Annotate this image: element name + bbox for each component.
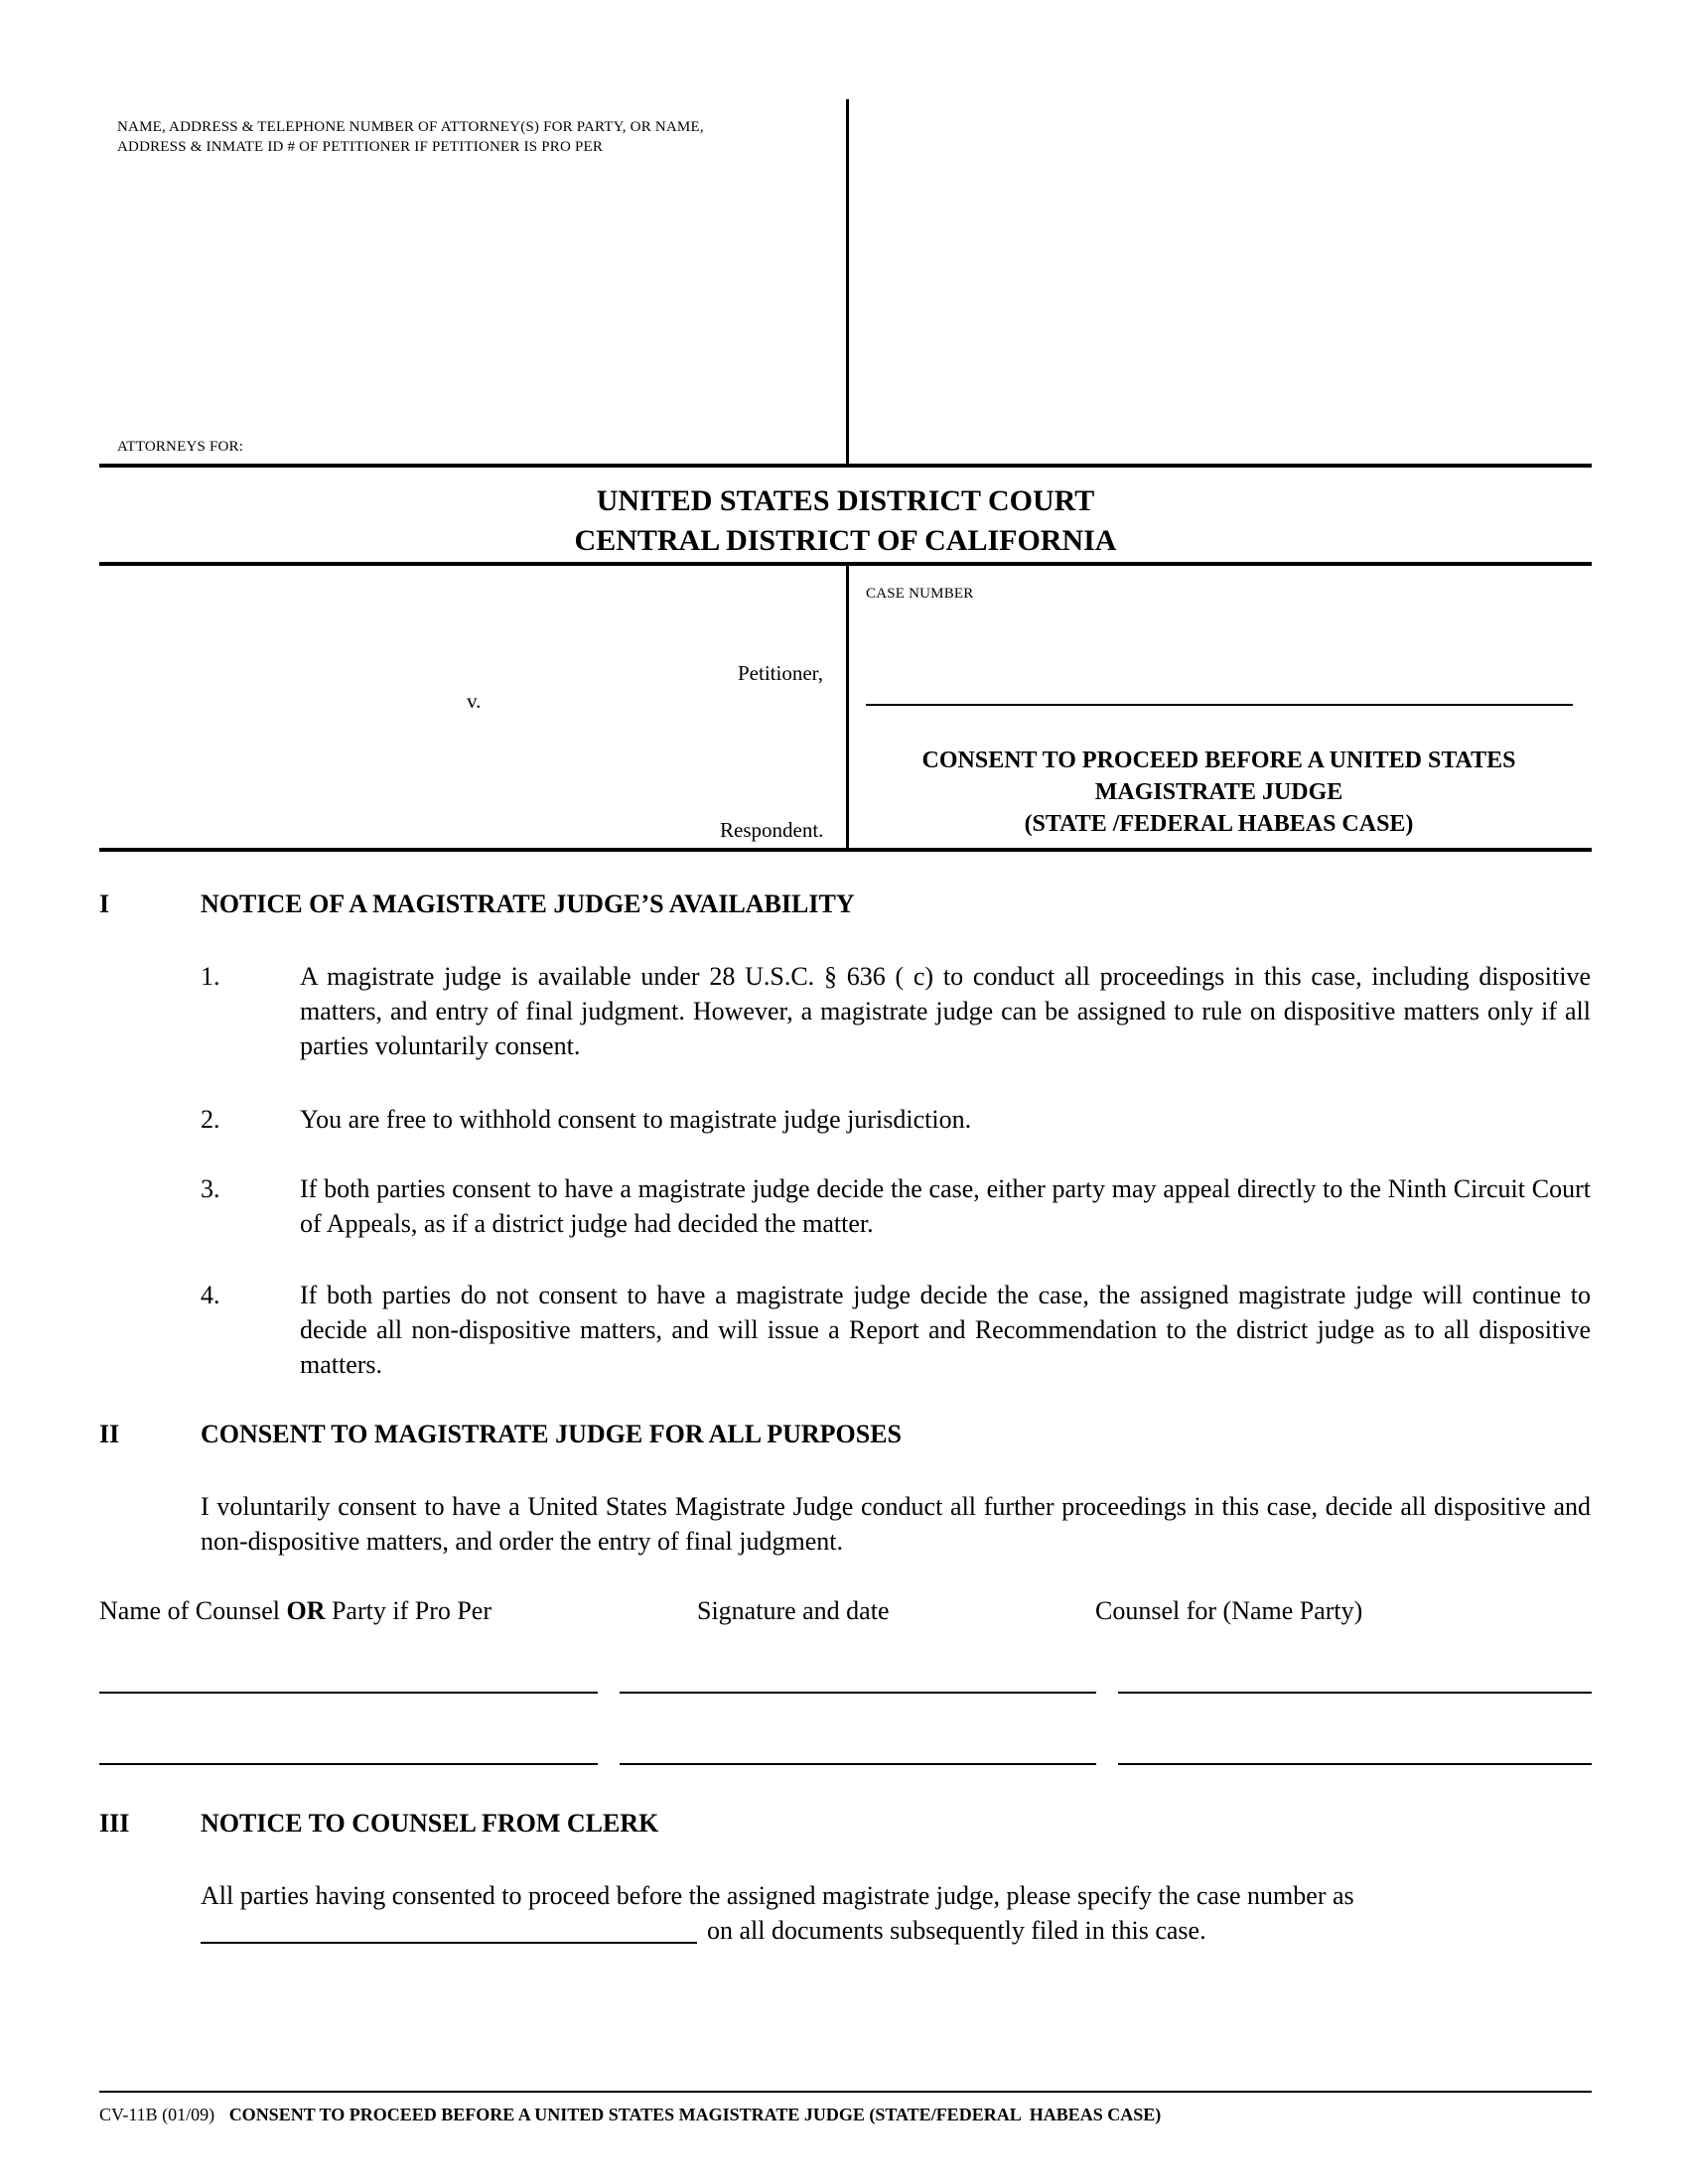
rule-above-court xyxy=(99,464,1592,468)
section1-item1-text: A magistrate judge is available under 28 U.S.C. § 636 ( c) to conduct all proceedings in this case, including dispositive matters, and entry of final judgment. However, a magistrate judge can be assigned to rule on dispositive matters only if all parties voluntarily consent. xyxy=(300,962,1591,1060)
counsel-name-field-1[interactable] xyxy=(99,1648,598,1692)
section3-title: NOTICE TO COUNSEL FROM CLERK xyxy=(201,1809,659,1838)
signature-date-field-1[interactable] xyxy=(620,1648,1096,1692)
petitioner-name-field[interactable] xyxy=(99,576,834,665)
court-title-line2: CENTRAL DISTRICT OF CALIFORNIA xyxy=(574,524,1117,557)
signature-date-line-2 xyxy=(620,1763,1096,1765)
form-title xyxy=(849,745,1589,840)
section1-item1-number: 1. xyxy=(201,962,220,991)
signature-date-field-2[interactable] xyxy=(620,1719,1096,1763)
assigned-case-number-line xyxy=(201,1942,697,1944)
petitioner-label: Petitioner, xyxy=(738,661,824,685)
counsel-for-line-1 xyxy=(1118,1692,1592,1694)
section1-item2-number: 2. xyxy=(201,1105,220,1134)
section1-title: NOTICE OF A MAGISTRATE JUDGE’S AVAILABILITY xyxy=(201,889,855,918)
section3-number: III xyxy=(99,1809,130,1838)
section1-item3-number: 3. xyxy=(201,1174,220,1203)
respondent-name-field[interactable] xyxy=(99,725,834,814)
section2-consent-text: I voluntarily consent to have a United States Magistrate Judge conduct all further proceedings in this case, decide all dispositive and non-dispositive matters, and order the entry of final judgment. xyxy=(201,1492,1591,1556)
section2-title: CONSENT TO MAGISTRATE JUDGE FOR ALL PURPOSES xyxy=(201,1420,903,1448)
versus-label: v. xyxy=(467,689,482,713)
form-title-line3: (STATE /FEDERAL HABEAS CASE) xyxy=(1024,811,1414,837)
section3-text-line1: All parties having consented to proceed before the assigned magistrate judge, please specify the case number as xyxy=(201,1881,1354,1910)
attorney-info-field[interactable] xyxy=(99,159,834,427)
footer-form-code: CV-11B (01/09) xyxy=(99,2105,215,2124)
section1-item4-text: If both parties do not consent to have a magistrate judge decide the case, the assigned magistrate judge will continue to decide all non-dispositive matters, and will issue a Report and Recommendation to the district judge as to all dispositive matters. xyxy=(300,1281,1591,1379)
footer-rule xyxy=(99,2091,1592,2093)
section1-item3-text: If both parties consent to have a magistrate judge decide the case, either party may appeal directly to the Ninth Circuit Court of Appeals, as if a district judge had decided the matter. xyxy=(300,1174,1591,1238)
counsel-name-line-1 xyxy=(99,1692,598,1694)
form-title-line1: CONSENT TO PROCEED BEFORE A UNITED STATES xyxy=(921,748,1516,773)
case-number-label: CASE NUMBER xyxy=(866,586,974,602)
counsel-name-field-2[interactable] xyxy=(99,1719,598,1763)
counsel-for-line-2 xyxy=(1118,1763,1592,1765)
footer-form-title: CONSENT TO PROCEED BEFORE A UNITED STATES MAGISTRATE JUDGE (STATE/FEDERAL HABEAS CASE) xyxy=(228,2105,1162,2124)
column-header-counsel-for: Counsel for (Name Party) xyxy=(1095,1596,1363,1625)
section1-item2-text: You are free to withhold consent to magistrate judge jurisdiction. xyxy=(300,1105,972,1134)
respondent-label: Respondent. xyxy=(720,818,824,842)
column-header-name-or: OR xyxy=(286,1596,326,1625)
assigned-case-number-field[interactable] xyxy=(201,1911,697,1943)
case-number-line xyxy=(866,704,1573,706)
section1-item4-number: 4. xyxy=(201,1281,220,1309)
counsel-name-line-2 xyxy=(99,1763,598,1765)
attorneys-for-label: ATTORNEYS FOR: xyxy=(117,439,244,455)
attorney-block-label-line1: NAME, ADDRESS & TELEPHONE NUMBER OF ATTORNEY(S) FOR PARTY, OR NAME, xyxy=(117,119,704,135)
section3-text-line2: on all documents subsequently filed in this case. xyxy=(707,1916,1206,1945)
column-header-signature: Signature and date xyxy=(697,1596,890,1625)
court-title-line1: UNITED STATES DISTRICT COURT xyxy=(596,484,1095,517)
counsel-for-field-2[interactable] xyxy=(1118,1719,1592,1763)
section1-number: I xyxy=(99,889,110,918)
column-header-name-prefix: Name of Counsel xyxy=(99,1596,287,1625)
attorney-block-label-line2: ADDRESS & INMATE ID # OF PETITIONER IF PETITIONER IS PRO PER xyxy=(117,139,604,155)
counsel-for-field-1[interactable] xyxy=(1118,1648,1592,1692)
rule-below-caption xyxy=(99,848,1592,852)
column-header-name xyxy=(99,1596,492,1626)
case-number-field[interactable] xyxy=(866,615,1573,705)
section2-number: II xyxy=(99,1420,120,1448)
court-title xyxy=(99,481,1592,561)
header-vertical-divider xyxy=(846,99,849,465)
signature-date-line-1 xyxy=(620,1692,1096,1694)
court-use-field[interactable] xyxy=(854,99,1589,457)
footer xyxy=(99,2105,1161,2125)
form-title-line2: MAGISTRATE JUDGE xyxy=(1094,779,1343,805)
attorney-block-label xyxy=(117,117,812,157)
column-header-name-suffix: Party if Pro Per xyxy=(325,1596,492,1625)
